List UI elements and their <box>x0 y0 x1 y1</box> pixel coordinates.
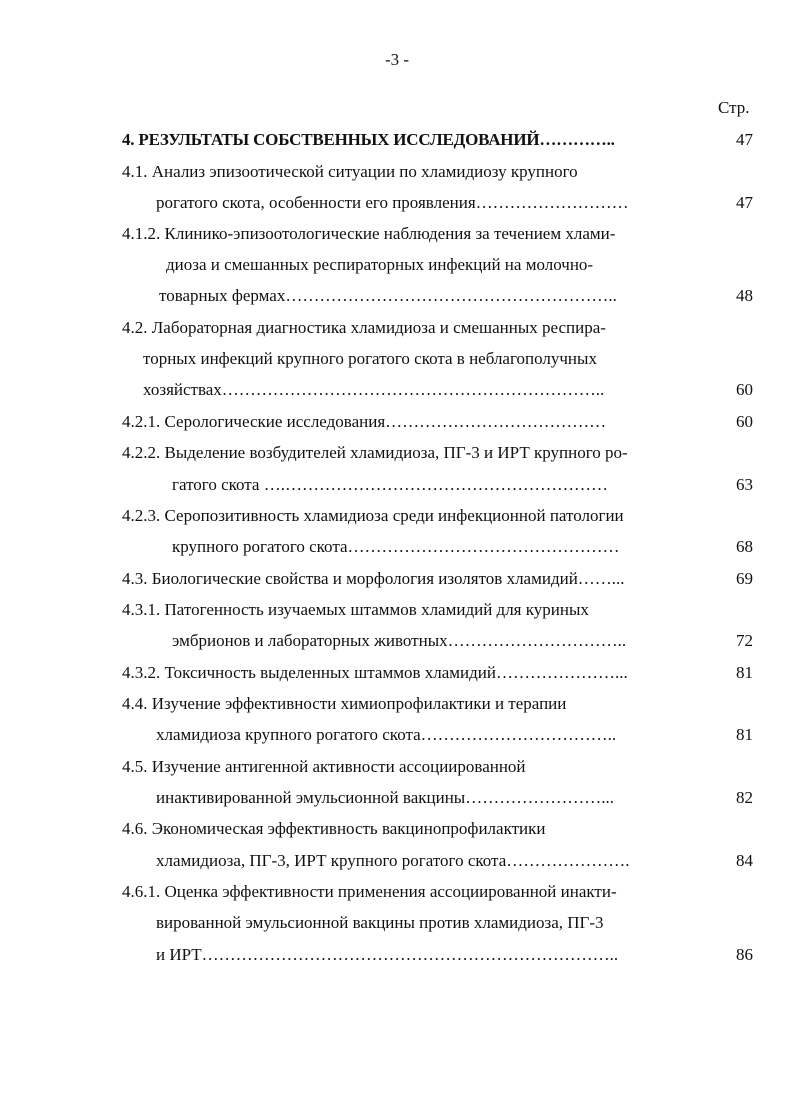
toc-entry-line: 4.6. Экономическая эффективность вакцинопрофилактики <box>122 819 546 838</box>
toc-entry-title: 4. РЕЗУЛЬТАТЫ СОБСТВЕННЫХ ИССЛЕДОВАНИЙ………….. <box>122 130 615 149</box>
toc-entry-line: 4.4. Изучение эффективности химиопрофилактики и терапии <box>122 694 567 713</box>
toc-entry-line: 4.6.1. Оценка эффективности применения ассоциированной инакти- <box>122 882 617 901</box>
toc-entry-line: рогатого скота, особенности его проявления……………………… <box>156 193 629 212</box>
toc-entry-line: эмбрионов и лабораторных животных………………………….. <box>172 631 627 650</box>
toc-entry-page: 72 <box>736 631 753 650</box>
toc-entry-line: 4.3.1. Патогенность изучаемых штаммов хламидий для куриных <box>122 600 589 619</box>
toc-entry-line: 4.5. Изучение антигенной активности ассоциированной <box>122 757 526 776</box>
toc-entry-page: 68 <box>736 537 753 556</box>
toc-entry-page: 63 <box>736 475 753 494</box>
toc-entry-line: диоза и смешанных респираторных инфекций на молочно- <box>166 255 594 274</box>
toc-entry-line: 4.1.2. Клинико-эпизоотологические наблюдения за течением хлами- <box>122 224 616 243</box>
toc-entry-page: 81 <box>736 725 753 744</box>
toc-entry-line: хламидиоза, ПГ-3, ИРТ крупного рогатого скота…………………. <box>156 851 630 870</box>
toc-entry-page: 69 <box>736 569 753 588</box>
toc-entry-line: 4.2.2. Выделение возбудителей хламидиоза, ПГ-3 и ИРТ крупного ро- <box>122 443 628 462</box>
toc-entry-line: вированной эмульсионной вакцины против хламидиоза, ПГ-3 <box>156 913 604 932</box>
toc-entry-page: 86 <box>736 945 753 964</box>
toc-entry-page: 84 <box>736 851 753 870</box>
toc-entry-line: инактивированной эмульсионной вакцины……………………... <box>156 788 614 807</box>
toc-entry-page: 81 <box>736 663 753 682</box>
toc-entry-line: 4.1. Анализ эпизоотической ситуации по хламидиозу крупного <box>122 162 578 181</box>
toc-entry-page: 60 <box>736 380 753 399</box>
toc-entry-page: 48 <box>736 286 753 305</box>
pages-column-label: Стр. <box>718 98 750 117</box>
toc-entry-line: торных инфекций крупного рогатого скота в неблагополучных <box>143 349 597 368</box>
toc-entry-page: 47 <box>736 130 753 149</box>
toc-entry-page: 47 <box>736 193 753 212</box>
toc-entry-line: 4.2.1. Серологические исследования………………………………… <box>122 412 607 431</box>
toc-entry-line: 4.3.2. Токсичность выделенных штаммов хламидий…………………... <box>122 663 628 682</box>
toc-entry-line: 4.2. Лабораторная диагностика хламидиоза и смешанных респира- <box>122 318 606 337</box>
toc-entry-page: 82 <box>736 788 753 807</box>
toc-entry-line: 4.2.3. Серопозитивность хламидиоза среди инфекционной патологии <box>122 506 624 525</box>
toc-entry-page: 60 <box>736 412 753 431</box>
toc-entry-line: гатого скота ….………………………………………………… <box>172 475 608 494</box>
toc-entry-line: товарных фермах………………………………………………….. <box>159 286 617 305</box>
toc-entry-line: хозяйствах………………………………………………………….. <box>143 380 605 399</box>
toc-entry-line: хламидиоза крупного рогатого скота…………………………….. <box>156 725 617 744</box>
page-number: -3 - <box>384 50 410 69</box>
toc-entry-line: крупного рогатого скота………………………………………… <box>172 537 620 556</box>
toc-entry-line: 4.3. Биологические свойства и морфология изолятов хламидий……... <box>122 569 625 588</box>
toc-entry-line: и ИРТ……………………………………………………………….. <box>156 945 619 964</box>
